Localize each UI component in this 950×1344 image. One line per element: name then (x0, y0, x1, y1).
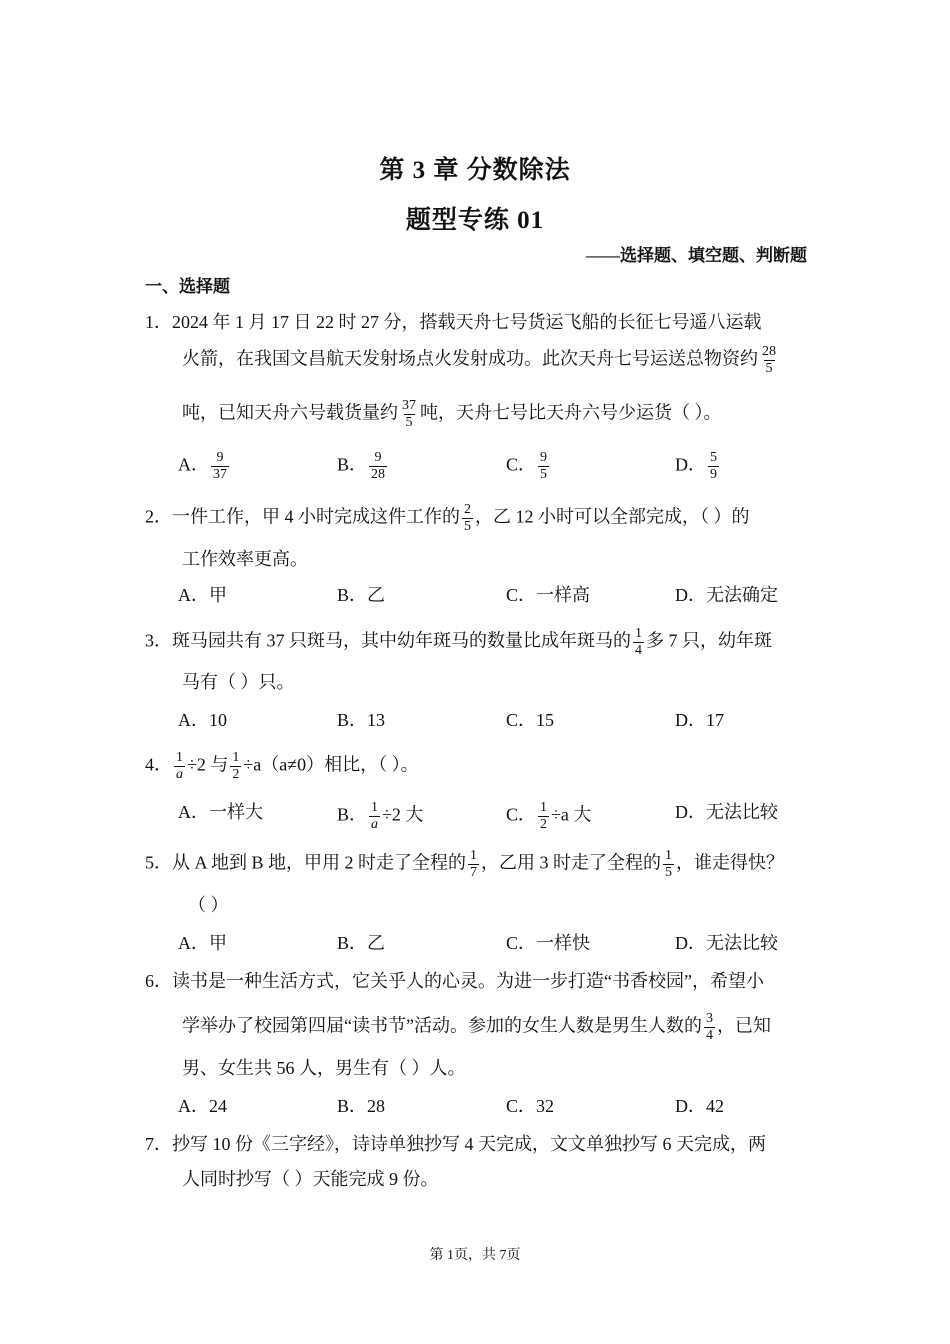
q6-line2: 学举办了校园第四届“读书节”活动。参加的女生人数是男生人数的 $\frac{3}{4}$ ，已知 (182, 1011, 771, 1043)
q5-option-c: C．一样快 (506, 933, 591, 953)
q5-option-b: B．乙 (337, 933, 386, 953)
q5-line2: （ ） (188, 895, 229, 915)
q5-option-a: A．甲 (178, 933, 227, 953)
q2-line1: 2．一件工作，甲 4 小时完成这件工作的 $\frac{2}{5}$ ，乙 12 小时可以全部完成，（ ）的 (145, 502, 750, 534)
q4-option-b: B． $\frac{1}{a}$ ÷2 大 (337, 800, 424, 832)
q4-line1: 4． $\frac{1}{a}$ ÷2 与 $\frac{1}{2}$ ÷a（a≠0）相比，（ ）。 (145, 750, 419, 782)
q2-option-d: D．无法确定 (675, 585, 778, 605)
q6-option-a: A．24 (178, 1096, 227, 1116)
q6-option-b: B．28 (337, 1096, 386, 1116)
fraction: $\frac{1}{5}$ (665, 848, 673, 880)
page-footer: 第 1页，共 7页 (429, 1248, 521, 1263)
subtitle: ——选择题、填空题、判断题 (586, 246, 807, 265)
q6-option-d: D．42 (675, 1096, 724, 1116)
q1-line1: 1．2024 年 1 月 17 日 22 时 27 分，搭载天舟七号货运飞船的长征七号遥八运载 (145, 312, 762, 332)
q3-line1: 3．斑马园共有 37 只斑马，其中幼年斑马的数量比成年斑马的 $\frac{1}{4}$ 多 7 只，幼年斑 (145, 626, 772, 658)
q3-line2: 马有（ ）只。 (182, 672, 295, 692)
q4-option-c: C． $\frac{1}{2}$ ÷a 大 (506, 800, 592, 832)
fraction: $\frac{28}{5}$ (762, 344, 776, 376)
q6-line3: 男、女生共 56 人，男生有（ ）人。 (182, 1058, 466, 1078)
fraction: $\frac{3}{4}$ (705, 1011, 713, 1043)
q7-line2: 人同时抄写（ ）天能完成 9 份。 (182, 1169, 439, 1189)
fraction: $\frac{37}{5}$ (402, 398, 416, 430)
fraction: $\frac{1}{a}$ (176, 750, 183, 782)
q1-line2: 火箭，在我国文昌航天发射场点火发射成功。此次天舟七号运送总物资约 $\frac{28}{5}$ (182, 344, 776, 376)
fraction: $\frac{1}{7}$ (470, 848, 478, 880)
q6-option-c: C．32 (506, 1096, 555, 1116)
q3-option-d: D．17 (675, 710, 724, 730)
q3-option-b: B．13 (337, 710, 386, 730)
q1-option-b: B． $\frac{9}{28}$ (337, 450, 386, 482)
fraction: $\frac{1}{4}$ (635, 626, 642, 658)
q3-option-c: C．15 (506, 710, 555, 730)
fraction: $\frac{1}{2}$ (232, 750, 240, 782)
q2-option-b: B．乙 (337, 585, 386, 605)
q5-option-d: D．无法比较 (675, 933, 778, 953)
practice-title: 题型专练 01 (405, 207, 545, 234)
q2-option-a: A．甲 (178, 585, 227, 605)
section-label: 一、选择题 (145, 277, 230, 296)
q1-option-a: A． $\frac{9}{37}$ (178, 450, 227, 482)
q2-line2: 工作效率更高。 (182, 549, 308, 569)
q4-option-a: A．一样大 (178, 802, 263, 822)
chapter-title: 第 3 章 分数除法 (379, 157, 571, 184)
q4-option-d: D．无法比较 (675, 802, 778, 822)
q6-line1: 6．读书是一种生活方式，它关乎人的心灵。为进一步打造“书香校园”，希望小 (145, 971, 764, 991)
q3-option-a: A．10 (178, 710, 227, 730)
q2-option-c: C．一样高 (506, 585, 591, 605)
q7-line1: 7．抄写 10 份《三字经》，诗诗单独抄写 4 天完成，文文单独抄写 6 天完成，两 (145, 1134, 766, 1154)
fraction: $\frac{2}{5}$ (464, 502, 471, 534)
q5-line1: 5．从 A 地到 B 地，甲用 2 时走了全程的 $\frac{1}{7}$ ，乙用 3 时走了全程的 $\frac{1}{5}$ ，谁走得快？ (145, 848, 785, 880)
q1-option-c: C． $\frac{9}{5}$ (506, 450, 548, 482)
q1-line3: 吨，已知天舟六号载货量约 $\frac{37}{5}$ 吨，天舟七号比天舟六号少运货（ ）。 (182, 398, 722, 430)
q1-option-d: D． $\frac{5}{9}$ (675, 450, 717, 482)
